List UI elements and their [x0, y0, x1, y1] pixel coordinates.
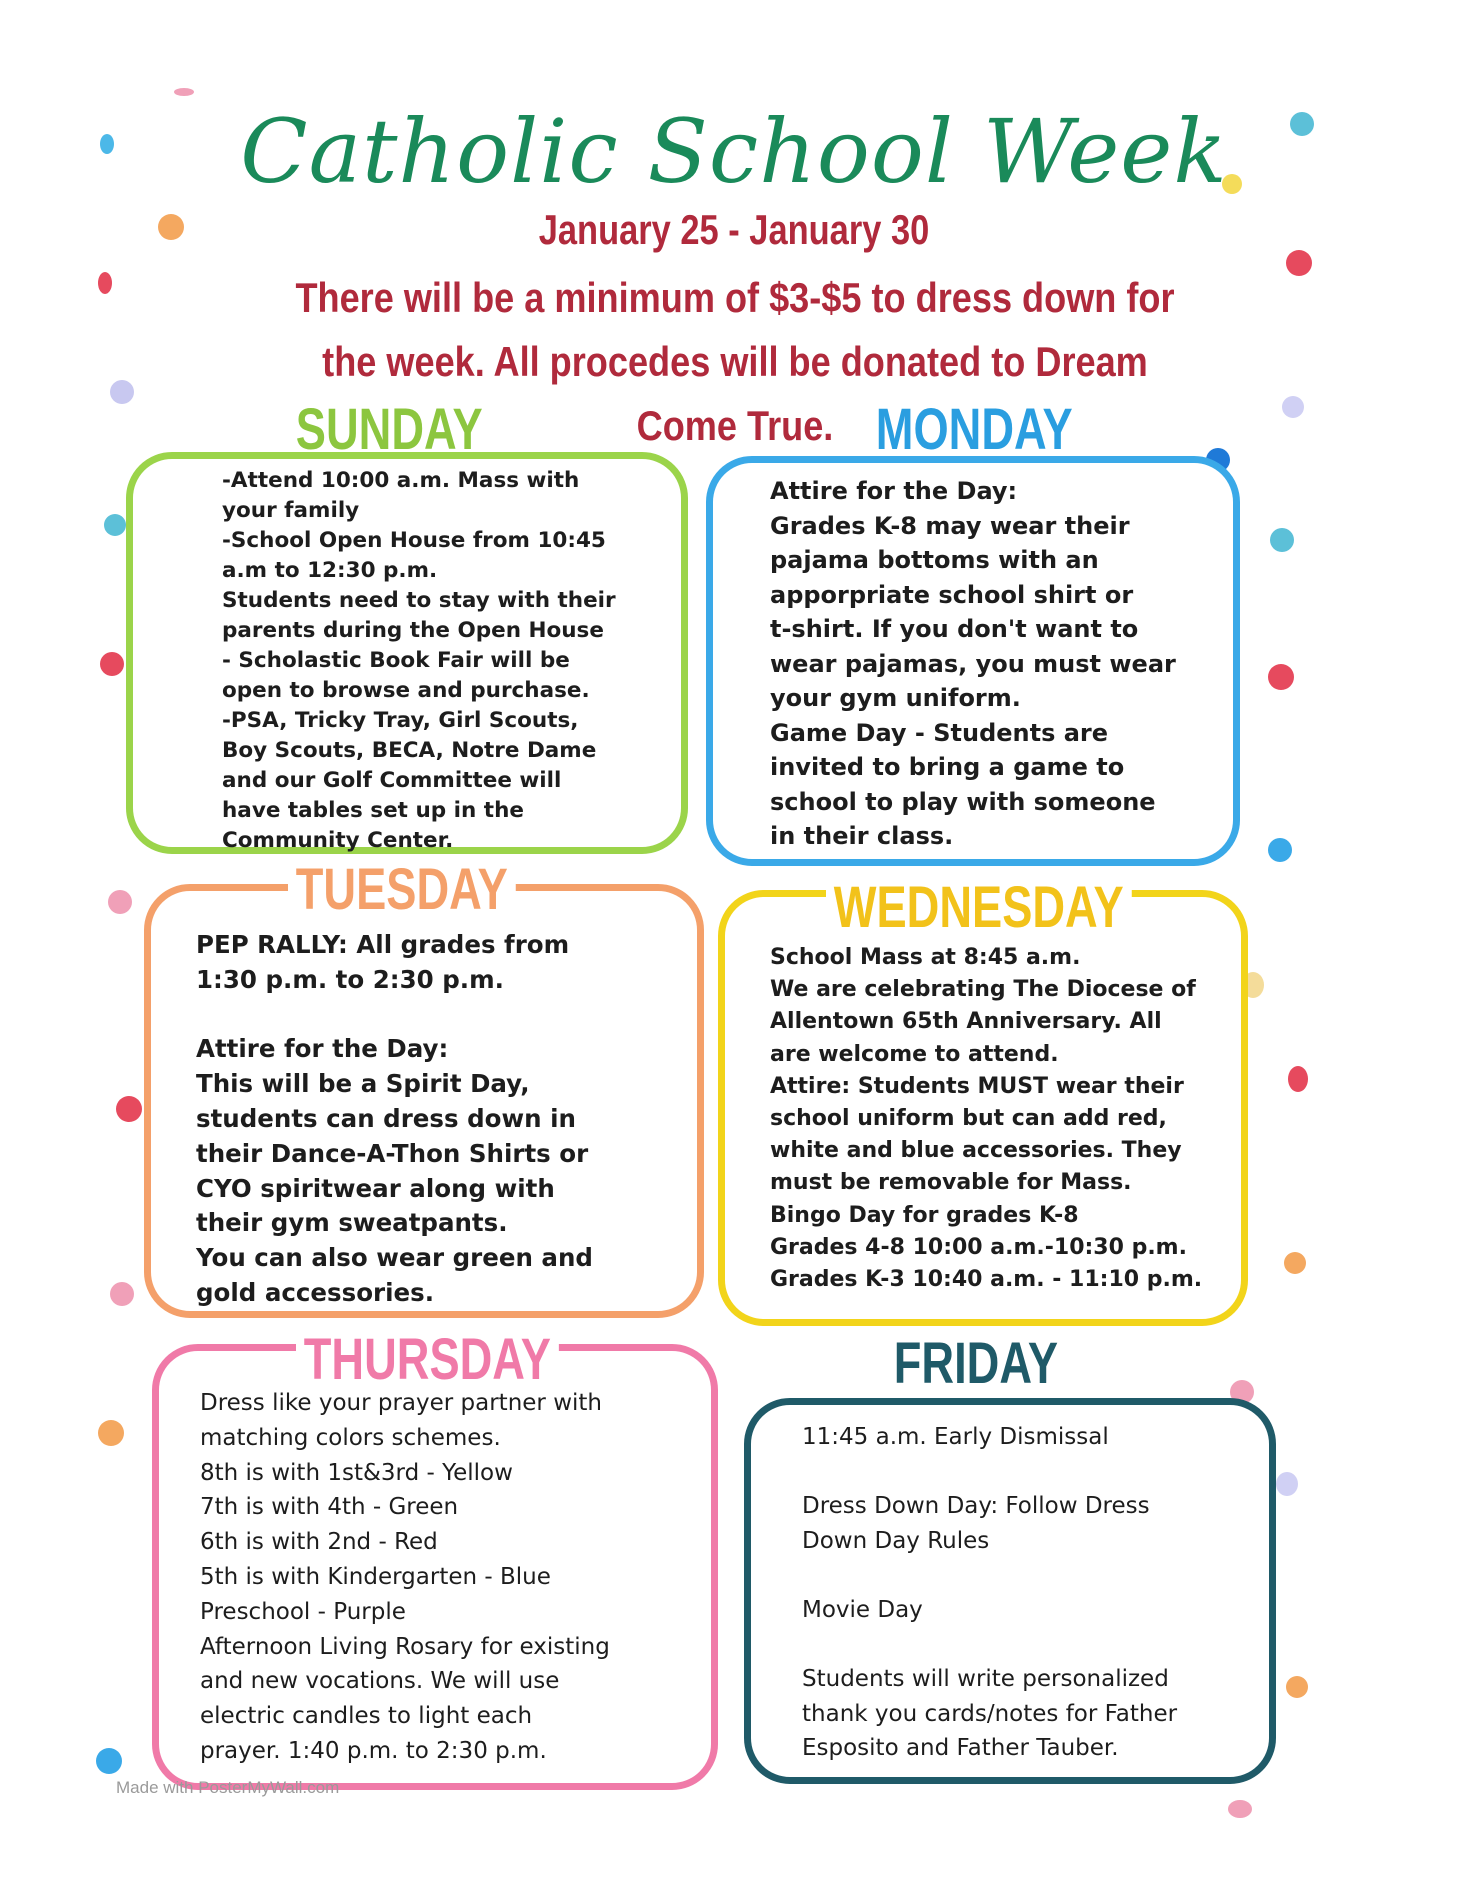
wednesday-text: School Mass at 8:45 a.m. We are celebrating The Diocese of Allentown 65th Anniversary. All are welcome to attend. Attire: Students MUST wear their school uniform but can add red, white and blue accessories. They must be removable for Mass. Bingo Day for grades K-8 Grades 4-8 10:00 a.m.-10:30 p.m. Grades K-3 10:40 a.m. - 11:10 p.m. — [770, 945, 1203, 1293]
thursday-label: THURSDAY — [296, 1330, 559, 1390]
footer-credit: Made with PosterMyWall.com — [116, 1778, 340, 1797]
friday-text: 11:45 a.m. Early Dismissal Dress Down Day: Follow Dress Down Day Rules Movie Day Students will write personalized thank you cards/notes for Father Esposito and Father Tauber. — [802, 1424, 1178, 1762]
monday-text: Attire for the Day: Grades K-8 may wear their pajama bottoms with an apporpriate school shirt or t-shirt. If you don't want to wear pajamas, you must wear your gym uniform. Game Day - Students are invited to bring a game to school to play with someone in their class. — [770, 477, 1176, 850]
sunday-label: SUNDAY — [295, 397, 483, 462]
tuesday-label: TUESDAY — [288, 860, 516, 920]
wednesday-label: WEDNESDAY — [826, 878, 1132, 938]
thursday-text: Dress like your prayer partner with matching colors schemes. 8th is with 1st&3rd - Yellow 7th is with 4th - Green 6th is with 2nd - Red 5th is with Kindergarten - Blue Preschool - Purple Afternoon Living Rosary for existing and new vocations. We will use electric candles to light each prayer. 1:40 p.m. to 2:30 p.m. — [200, 1390, 610, 1764]
friday-label: FRIDAY — [893, 1331, 1059, 1396]
intro-line-2: the week. All procedes will be donated to Dream — [322, 338, 1148, 385]
tuesday-text: PEP RALLY: All grades from 1:30 p.m. to 2:30 p.m. Attire for the Day: This will be a Spirit Day, students can dress down in their Dance-A-Thon Shirts or CYO spiritwear along with their gym sweatpants. You can also wear green and gold accessories. — [196, 930, 593, 1307]
intro-line-3: Come True. — [636, 402, 834, 449]
sunday-text: -Attend 10:00 a.m. Mass with your family -School Open House from 10:45 a.m to 12:30 p.m. Students need to stay with their parents during the Open House - Scholastic Book Fair will be open to browse and purchase. -PSA, Tricky Tray, Girl Scouts, Boy Scouts, BECA, Notre Dame and our Golf Committee will have tables set up in the Community Center. — [222, 468, 616, 853]
intro-line-1: There will be a minimum of $3-$5 to dress down for — [295, 274, 1175, 321]
monday-label: MONDAY — [875, 397, 1073, 462]
page-title: Catholic School Week — [240, 100, 1228, 203]
date-range: January 25 - January 30 — [538, 206, 930, 253]
